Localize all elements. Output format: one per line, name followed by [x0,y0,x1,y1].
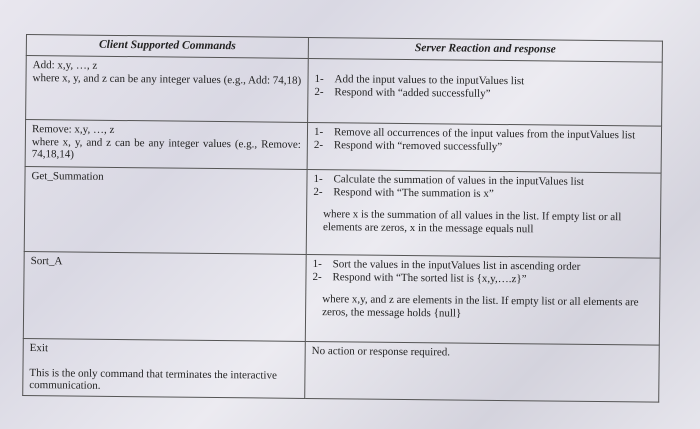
command-name: Exit [29,342,49,355]
response-list [312,258,653,287]
client-cell [26,56,309,123]
command-description: where x, y, and z can be any integer values (e.g., Remove: 74,18,14) [31,135,301,161]
table-row-remove [25,120,661,174]
response-note: No action or response required. [311,345,451,359]
command-name: Add: x,y, …, z [32,59,98,72]
client-cell [24,166,307,254]
list-item: 2- Respond with “The sorted list is {x,y,….z}” [312,270,527,285]
server-header: Server Reaction and response [308,37,662,62]
table-row-sort [23,251,660,345]
command-name: Remove: x,y, …, z [31,123,115,136]
client-header: Client Supported Commands [26,35,308,59]
command-name: Sort_A [30,255,63,268]
command-description: This is the only command that terminates the interactive communication. [29,366,277,392]
list-item: 2- Respond with “The summation is x” [313,185,494,200]
server-cell [308,58,663,126]
list-item: 1- Calculate the summation of values in the inputValues list [313,173,585,188]
client-cell [23,251,306,341]
list-item: 2- Respond with “added successfully” [314,85,491,100]
server-cell [307,122,661,173]
client-cell [23,338,306,398]
server-cell [306,169,661,258]
table-row-summation [24,166,661,258]
table-row-exit [23,338,660,402]
list-item: 1- Sort the values in the inputValues list in ascending order [312,258,581,273]
response-list [314,73,655,102]
command-description: where x, y, and z can be any integer values (e.g., Add: 74,18) [32,71,302,87]
list-item: 1- Add the input values to the inputValues list [314,73,525,88]
list-item: 2- Respond with “removed successfully” [313,138,503,153]
list-item: 1- Remove all occurrences of the input values from the inputValues list [313,126,636,142]
server-cell [305,341,660,402]
response-list [314,126,655,155]
commands-table [22,34,663,403]
table-row-add [26,56,663,127]
response-note: where x is the summation of all values in the list. If empty list or all elements are zeros, x in the message equals null [322,208,622,235]
command-name: Get_Summation [31,170,104,183]
response-list [313,173,654,202]
client-cell [25,120,307,170]
response-note: where x,y, and z are elements in the list. If empty list or all elements are zeros, the message holds {null} [322,293,639,320]
server-cell [305,254,660,345]
